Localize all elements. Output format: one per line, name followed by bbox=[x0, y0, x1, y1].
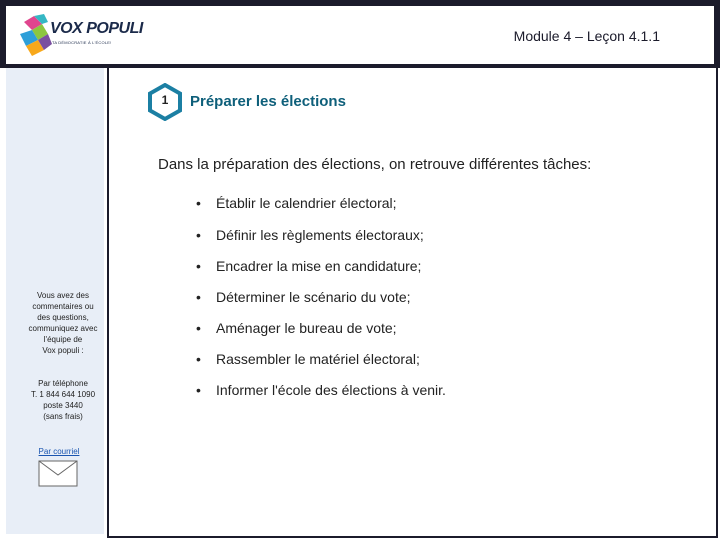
phone-line: poste 3440 bbox=[43, 401, 83, 410]
section-title: Préparer les élections bbox=[190, 93, 346, 110]
bullet-icon: • bbox=[196, 320, 201, 336]
module-title: Module 4 – Leçon 4.1.1 bbox=[513, 28, 660, 44]
task-item bbox=[196, 351, 420, 367]
phone-line: Par téléphone bbox=[38, 379, 88, 388]
phone-info bbox=[8, 378, 118, 422]
task-item bbox=[196, 289, 411, 305]
bullet-icon: • bbox=[196, 351, 201, 367]
phone-line: (sans frais) bbox=[43, 412, 83, 421]
task-text: Établir le calendrier électoral; bbox=[216, 195, 397, 211]
phone-line: T. 1 844 644 1090 bbox=[30, 390, 96, 399]
task-text: Encadrer la mise en candidature; bbox=[216, 258, 422, 274]
task-item bbox=[196, 258, 421, 274]
task-item bbox=[196, 227, 424, 243]
task-text: Informer l'école des élections à venir. bbox=[216, 382, 446, 398]
envelope-icon[interactable] bbox=[38, 460, 78, 487]
contact-line: communiquez avec bbox=[28, 324, 98, 333]
logo-text: VOX POPULI bbox=[50, 20, 143, 37]
bullet-icon: • bbox=[196, 227, 201, 243]
contact-line: des questions, bbox=[37, 313, 89, 322]
contact-line: Vox populi : bbox=[42, 346, 84, 355]
bullet-icon: • bbox=[196, 382, 201, 398]
task-text: Aménager le bureau de vote; bbox=[216, 320, 397, 336]
task-text: Définir les règlements électoraux; bbox=[216, 227, 424, 243]
section-number: 1 bbox=[161, 93, 169, 107]
task-text: Rassembler le matériel électoral; bbox=[216, 351, 420, 367]
intro-text: Dans la préparation des élections, on retrouve différentes tâches: bbox=[158, 156, 592, 173]
bullet-icon: • bbox=[196, 289, 201, 305]
logo-subtext: TA DÉMOCRATIE À L'ÉCOLE! bbox=[52, 40, 112, 45]
bullet-icon: • bbox=[196, 258, 201, 274]
email-link[interactable]: Par courriel bbox=[38, 447, 80, 456]
contact-line: commentaires ou bbox=[32, 302, 94, 311]
contact-intro bbox=[8, 290, 118, 356]
task-text: Déterminer le scénario du vote; bbox=[216, 289, 411, 305]
contact-line: l'équipe de bbox=[43, 335, 83, 344]
task-item bbox=[196, 320, 397, 336]
bullet-icon: • bbox=[196, 195, 201, 211]
contact-line: Vous avez des bbox=[36, 291, 90, 300]
task-item bbox=[196, 382, 446, 398]
task-item bbox=[196, 195, 397, 211]
